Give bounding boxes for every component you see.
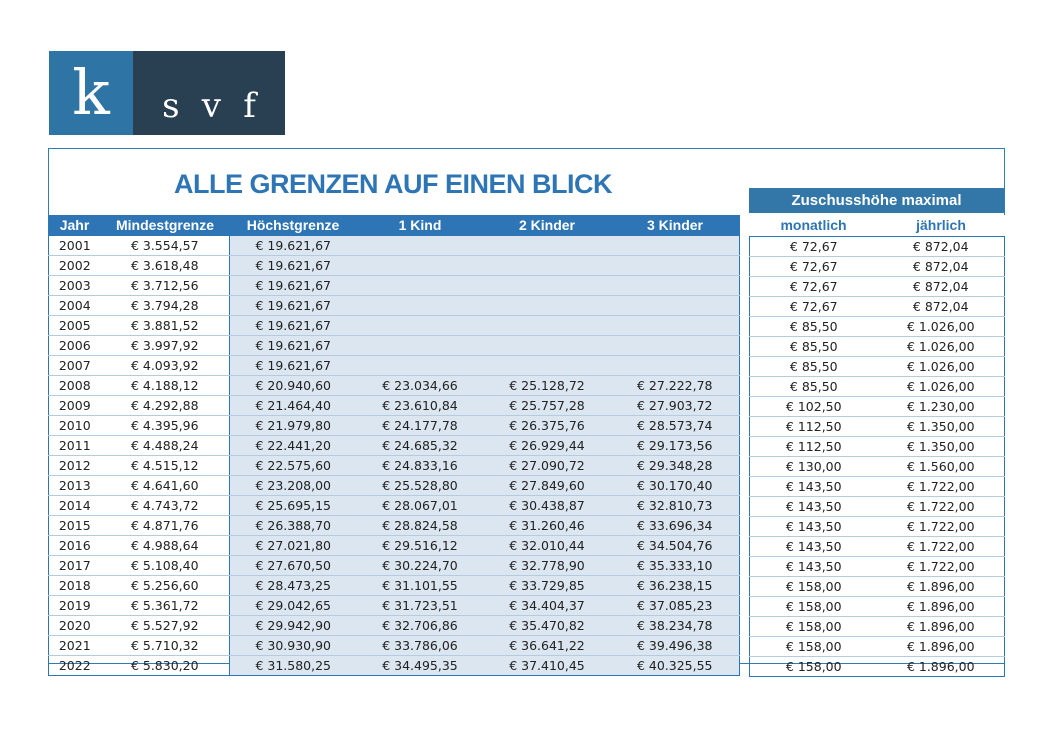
cell-3-kinder: € 29.348,28 — [611, 456, 740, 476]
table-row — [750, 537, 1005, 557]
cell-hoechstgrenze: € 21.464,40 — [230, 396, 357, 416]
cell-mindestgrenze: € 3.794,28 — [101, 296, 230, 316]
cell-monatlich: € 143,50 — [750, 477, 878, 497]
table-row — [49, 616, 740, 636]
logo-letter-s: s — [162, 86, 180, 126]
cell-jaehrlich: € 1.026,00 — [878, 377, 1005, 397]
cell-2-kinder — [484, 356, 611, 376]
cell-jahr: 2016 — [49, 536, 101, 556]
cell-monatlich: € 143,50 — [750, 557, 878, 577]
logo-svf-block — [133, 51, 285, 135]
cell-mindestgrenze: € 4.395,96 — [101, 416, 230, 436]
cell-3-kinder: € 35.333,10 — [611, 556, 740, 576]
table-row — [750, 657, 1005, 677]
cell-monatlich: € 158,00 — [750, 637, 878, 657]
cell-jahr: 2020 — [49, 616, 101, 636]
cell-mindestgrenze: € 4.871,76 — [101, 516, 230, 536]
cell-jaehrlich: € 1.026,00 — [878, 317, 1005, 337]
cell-monatlich: € 85,50 — [750, 377, 878, 397]
cell-2-kinder: € 33.729,85 — [484, 576, 611, 596]
cell-1-kind: € 32.706,86 — [357, 616, 484, 636]
cell-3-kinder: € 39.496,38 — [611, 636, 740, 656]
cell-2-kinder: € 32.010,44 — [484, 536, 611, 556]
grenzen-table — [48, 215, 740, 676]
cell-jaehrlich: € 1.560,00 — [878, 457, 1005, 477]
table-row — [750, 337, 1005, 357]
table-row — [750, 237, 1005, 257]
cell-jaehrlich: € 1.350,00 — [878, 417, 1005, 437]
cell-monatlich: € 143,50 — [750, 517, 878, 537]
cell-jahr: 2019 — [49, 596, 101, 616]
cell-monatlich: € 72,67 — [750, 257, 878, 277]
cell-1-kind — [357, 276, 484, 296]
cell-jahr: 2001 — [49, 236, 101, 256]
cell-3-kinder: € 37.085,23 — [611, 596, 740, 616]
cell-hoechstgrenze: € 20.940,60 — [230, 376, 357, 396]
page-title: ALLE GRENZEN AUF EINEN BLICK — [174, 169, 612, 199]
cell-1-kind — [357, 256, 484, 276]
cell-mindestgrenze: € 5.256,60 — [101, 576, 230, 596]
cell-monatlich: € 143,50 — [750, 537, 878, 557]
table-row — [750, 377, 1005, 397]
table-row — [750, 317, 1005, 337]
cell-3-kinder — [611, 296, 740, 316]
cell-monatlich: € 130,00 — [750, 457, 878, 477]
cell-monatlich: € 72,67 — [750, 237, 878, 257]
header-mindestgrenze: Mindestgrenze — [101, 215, 230, 236]
cell-jaehrlich: € 1.896,00 — [878, 617, 1005, 637]
zuschuss-body — [750, 237, 1005, 677]
cell-mindestgrenze: € 4.988,64 — [101, 536, 230, 556]
cell-2-kinder: € 27.090,72 — [484, 456, 611, 476]
cell-hoechstgrenze: € 27.670,50 — [230, 556, 357, 576]
grenzen-body — [49, 236, 740, 676]
cell-mindestgrenze: € 5.108,40 — [101, 556, 230, 576]
cell-jaehrlich: € 1.896,00 — [878, 657, 1005, 677]
cell-2-kinder: € 31.260,46 — [484, 516, 611, 536]
cell-hoechstgrenze: € 21.979,80 — [230, 416, 357, 436]
cell-mindestgrenze: € 4.743,72 — [101, 496, 230, 516]
cell-monatlich: € 85,50 — [750, 317, 878, 337]
cell-3-kinder — [611, 316, 740, 336]
table-row — [750, 257, 1005, 277]
table-row — [49, 296, 740, 316]
cell-1-kind: € 25.528,80 — [357, 476, 484, 496]
table-row — [49, 596, 740, 616]
table-row — [49, 456, 740, 476]
cell-1-kind: € 33.786,06 — [357, 636, 484, 656]
table-row — [750, 357, 1005, 377]
cell-jahr: 2006 — [49, 336, 101, 356]
cell-2-kinder — [484, 336, 611, 356]
table-row — [750, 637, 1005, 657]
cell-jahr: 2018 — [49, 576, 101, 596]
cell-mindestgrenze: € 3.881,52 — [101, 316, 230, 336]
cell-jaehrlich: € 872,04 — [878, 257, 1005, 277]
cell-2-kinder — [484, 256, 611, 276]
table-row — [750, 437, 1005, 457]
cell-3-kinder: € 38.234,78 — [611, 616, 740, 636]
cell-3-kinder: € 32.810,73 — [611, 496, 740, 516]
cell-monatlich: € 158,00 — [750, 577, 878, 597]
cell-jaehrlich: € 1.230,00 — [878, 397, 1005, 417]
cell-3-kinder: € 30.170,40 — [611, 476, 740, 496]
cell-jaehrlich: € 872,04 — [878, 277, 1005, 297]
cell-jaehrlich: € 1.722,00 — [878, 497, 1005, 517]
cell-hoechstgrenze: € 28.473,25 — [230, 576, 357, 596]
cell-jahr: 2022 — [49, 656, 101, 676]
cell-1-kind: € 24.177,78 — [357, 416, 484, 436]
cell-3-kinder: € 27.222,78 — [611, 376, 740, 396]
cell-3-kinder — [611, 336, 740, 356]
cell-hoechstgrenze: € 22.575,60 — [230, 456, 357, 476]
cell-2-kinder — [484, 316, 611, 336]
logo-letter-k: k — [72, 56, 110, 129]
cell-3-kinder: € 36.238,15 — [611, 576, 740, 596]
cell-2-kinder — [484, 296, 611, 316]
table-row — [750, 617, 1005, 637]
cell-hoechstgrenze: € 27.021,80 — [230, 536, 357, 556]
cell-jaehrlich: € 1.896,00 — [878, 597, 1005, 617]
table-row — [49, 636, 740, 656]
zuschuss-header-row — [750, 215, 1005, 237]
cell-monatlich: € 102,50 — [750, 397, 878, 417]
table-row — [49, 476, 740, 496]
cell-monatlich: € 72,67 — [750, 277, 878, 297]
cell-monatlich: € 85,50 — [750, 337, 878, 357]
cell-monatlich: € 158,00 — [750, 617, 878, 637]
cell-mindestgrenze: € 3.712,56 — [101, 276, 230, 296]
cell-jaehrlich: € 1.722,00 — [878, 517, 1005, 537]
table-row — [750, 457, 1005, 477]
cell-jaehrlich: € 1.722,00 — [878, 537, 1005, 557]
header-jaehrlich: jährlich — [878, 215, 1005, 237]
cell-monatlich: € 158,00 — [750, 597, 878, 617]
cell-hoechstgrenze: € 26.388,70 — [230, 516, 357, 536]
cell-jaehrlich: € 1.896,00 — [878, 577, 1005, 597]
cell-monatlich: € 85,50 — [750, 357, 878, 377]
cell-jaehrlich: € 872,04 — [878, 237, 1005, 257]
table-row — [750, 297, 1005, 317]
table-row — [750, 517, 1005, 537]
table-row — [750, 577, 1005, 597]
table-row — [750, 277, 1005, 297]
cell-3-kinder: € 33.696,34 — [611, 516, 740, 536]
cell-3-kinder: € 28.573,74 — [611, 416, 740, 436]
cell-2-kinder: € 25.128,72 — [484, 376, 611, 396]
cell-mindestgrenze: € 4.093,92 — [101, 356, 230, 376]
cell-monatlich: € 143,50 — [750, 497, 878, 517]
cell-3-kinder — [611, 236, 740, 256]
cell-2-kinder: € 34.404,37 — [484, 596, 611, 616]
cell-jahr: 2010 — [49, 416, 101, 436]
table-row — [49, 256, 740, 276]
cell-2-kinder: € 25.757,28 — [484, 396, 611, 416]
cell-jaehrlich: € 1.350,00 — [878, 437, 1005, 457]
grenzen-header-row — [49, 215, 740, 236]
cell-jahr: 2002 — [49, 256, 101, 276]
cell-hoechstgrenze: € 29.042,65 — [230, 596, 357, 616]
cell-2-kinder: € 36.641,22 — [484, 636, 611, 656]
cell-3-kinder: € 34.504,76 — [611, 536, 740, 556]
cell-1-kind: € 28.067,01 — [357, 496, 484, 516]
cell-mindestgrenze: € 5.361,72 — [101, 596, 230, 616]
cell-mindestgrenze: € 4.488,24 — [101, 436, 230, 456]
table-row — [49, 316, 740, 336]
cell-mindestgrenze: € 5.710,32 — [101, 636, 230, 656]
table-row — [49, 236, 740, 256]
cell-2-kinder — [484, 276, 611, 296]
cell-1-kind: € 29.516,12 — [357, 536, 484, 556]
cell-1-kind — [357, 316, 484, 336]
table-row — [49, 276, 740, 296]
cell-2-kinder: € 37.410,45 — [484, 656, 611, 676]
cell-1-kind: € 34.495,35 — [357, 656, 484, 676]
cell-mindestgrenze: € 3.997,92 — [101, 336, 230, 356]
cell-monatlich: € 158,00 — [750, 657, 878, 677]
cell-1-kind: € 24.833,16 — [357, 456, 484, 476]
cell-2-kinder: € 35.470,82 — [484, 616, 611, 636]
cell-mindestgrenze: € 4.292,88 — [101, 396, 230, 416]
header-jahr: Jahr — [49, 215, 101, 236]
cell-hoechstgrenze: € 19.621,67 — [230, 356, 357, 376]
cell-jahr: 2017 — [49, 556, 101, 576]
table-row — [49, 376, 740, 396]
table-row — [49, 336, 740, 356]
zuschuss-table — [749, 215, 1005, 677]
cell-mindestgrenze: € 5.830,20 — [101, 656, 230, 676]
cell-jaehrlich: € 1.722,00 — [878, 557, 1005, 577]
cell-jaehrlich: € 1.896,00 — [878, 637, 1005, 657]
cell-hoechstgrenze: € 31.580,25 — [230, 656, 357, 676]
cell-hoechstgrenze: € 29.942,90 — [230, 616, 357, 636]
table-row — [750, 557, 1005, 577]
cell-2-kinder: € 26.375,76 — [484, 416, 611, 436]
table-row — [750, 397, 1005, 417]
table-row — [750, 417, 1005, 437]
cell-1-kind — [357, 236, 484, 256]
cell-3-kinder — [611, 356, 740, 376]
cell-jaehrlich: € 1.026,00 — [878, 357, 1005, 377]
cell-1-kind: € 30.224,70 — [357, 556, 484, 576]
table-row — [49, 396, 740, 416]
cell-3-kinder: € 27.903,72 — [611, 396, 740, 416]
cell-jaehrlich: € 1.722,00 — [878, 477, 1005, 497]
table-row — [49, 516, 740, 536]
cell-hoechstgrenze: € 19.621,67 — [230, 256, 357, 276]
cell-jahr: 2008 — [49, 376, 101, 396]
cell-hoechstgrenze: € 22.441,20 — [230, 436, 357, 456]
zuschuss-title: Zuschusshöhe maximal — [749, 188, 1004, 213]
cell-3-kinder — [611, 276, 740, 296]
cell-jahr: 2009 — [49, 396, 101, 416]
cell-3-kinder: € 29.173,56 — [611, 436, 740, 456]
cell-hoechstgrenze: € 19.621,67 — [230, 276, 357, 296]
cell-hoechstgrenze: € 23.208,00 — [230, 476, 357, 496]
cell-2-kinder: € 32.778,90 — [484, 556, 611, 576]
header-3-kinder: 3 Kinder — [611, 215, 740, 236]
cell-jahr: 2021 — [49, 636, 101, 656]
cell-jahr: 2005 — [49, 316, 101, 336]
cell-hoechstgrenze: € 19.621,67 — [230, 336, 357, 356]
table-row — [750, 497, 1005, 517]
table-row — [750, 477, 1005, 497]
cell-jahr: 2003 — [49, 276, 101, 296]
cell-monatlich: € 72,67 — [750, 297, 878, 317]
ksvf-logo — [49, 51, 285, 135]
cell-2-kinder: € 26.929,44 — [484, 436, 611, 456]
cell-mindestgrenze: € 4.515,12 — [101, 456, 230, 476]
header-hoechstgrenze: Höchstgrenze — [230, 215, 357, 236]
header-monatlich: monatlich — [750, 215, 878, 237]
cell-jahr: 2012 — [49, 456, 101, 476]
cell-1-kind: € 24.685,32 — [357, 436, 484, 456]
cell-mindestgrenze: € 4.188,12 — [101, 376, 230, 396]
cell-mindestgrenze: € 3.554,57 — [101, 236, 230, 256]
cell-mindestgrenze: € 5.527,92 — [101, 616, 230, 636]
cell-1-kind — [357, 336, 484, 356]
table-row — [49, 436, 740, 456]
cell-mindestgrenze: € 3.618,48 — [101, 256, 230, 276]
header-2-kinder: 2 Kinder — [484, 215, 611, 236]
table-row — [49, 496, 740, 516]
header-1-kind: 1 Kind — [357, 215, 484, 236]
cell-1-kind — [357, 356, 484, 376]
cell-jahr: 2014 — [49, 496, 101, 516]
cell-3-kinder — [611, 256, 740, 276]
cell-jahr: 2004 — [49, 296, 101, 316]
cell-2-kinder — [484, 236, 611, 256]
cell-jaehrlich: € 872,04 — [878, 297, 1005, 317]
cell-3-kinder: € 40.325,55 — [611, 656, 740, 676]
logo-letter-f: f — [243, 86, 256, 126]
cell-1-kind: € 28.824,58 — [357, 516, 484, 536]
cell-1-kind: € 31.101,55 — [357, 576, 484, 596]
cell-jahr: 2011 — [49, 436, 101, 456]
cell-monatlich: € 112,50 — [750, 437, 878, 457]
cell-jahr: 2015 — [49, 516, 101, 536]
cell-2-kinder: € 27.849,60 — [484, 476, 611, 496]
cell-1-kind: € 31.723,51 — [357, 596, 484, 616]
cell-jaehrlich: € 1.026,00 — [878, 337, 1005, 357]
cell-hoechstgrenze: € 19.621,67 — [230, 236, 357, 256]
cell-2-kinder: € 30.438,87 — [484, 496, 611, 516]
cell-jahr: 2007 — [49, 356, 101, 376]
table-row — [49, 536, 740, 556]
table-row — [49, 416, 740, 436]
cell-hoechstgrenze: € 30.930,90 — [230, 636, 357, 656]
table-row — [49, 576, 740, 596]
cell-1-kind: € 23.610,84 — [357, 396, 484, 416]
logo-k-block — [49, 51, 133, 135]
cell-mindestgrenze: € 4.641,60 — [101, 476, 230, 496]
table-row — [750, 597, 1005, 617]
cell-1-kind: € 23.034,66 — [357, 376, 484, 396]
cell-hoechstgrenze: € 19.621,67 — [230, 296, 357, 316]
table-row — [49, 656, 740, 676]
cell-hoechstgrenze: € 19.621,67 — [230, 316, 357, 336]
logo-letter-v: v — [201, 86, 222, 126]
cell-monatlich: € 112,50 — [750, 417, 878, 437]
table-row — [49, 556, 740, 576]
cell-jahr: 2013 — [49, 476, 101, 496]
cell-1-kind — [357, 296, 484, 316]
cell-hoechstgrenze: € 25.695,15 — [230, 496, 357, 516]
table-row — [49, 356, 740, 376]
